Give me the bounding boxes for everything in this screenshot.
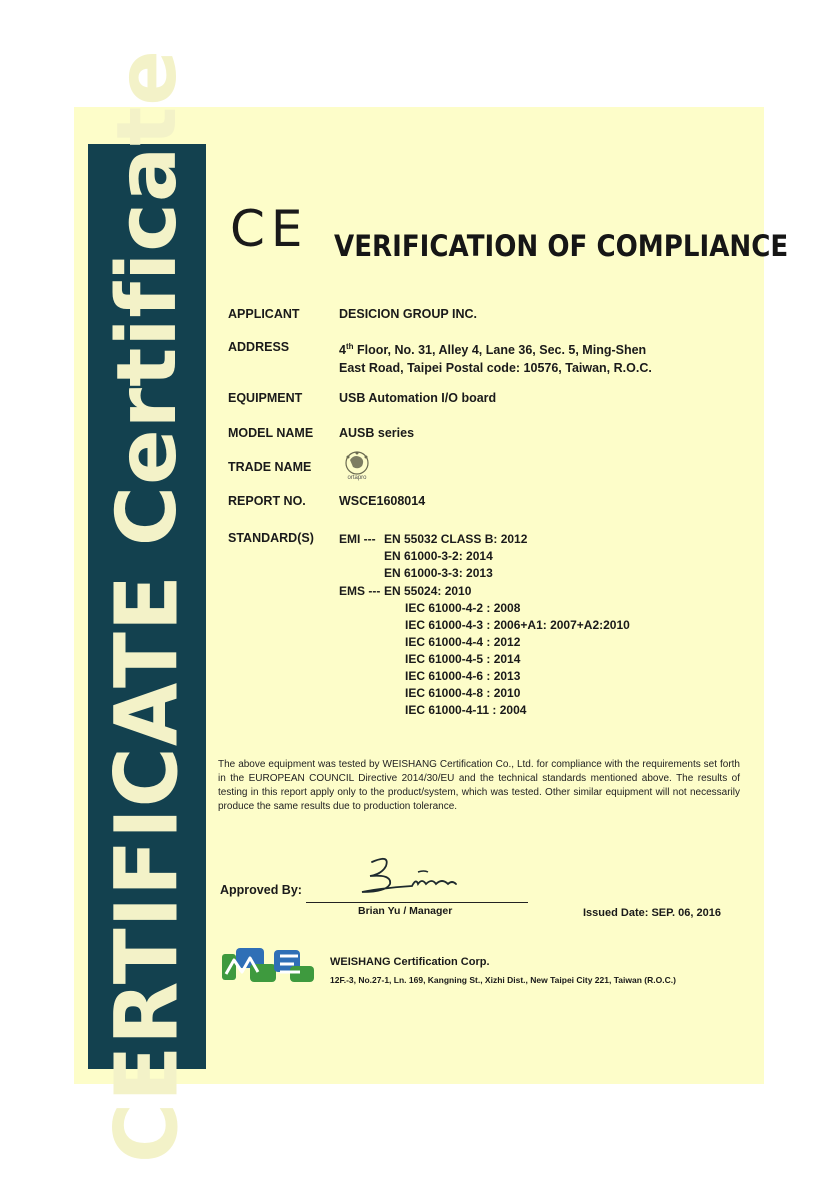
ems-standard: IEC 61000-4-4 : 2012 <box>405 635 521 649</box>
emi-list <box>384 531 527 582</box>
issued-date: Issued Date: SEP. 06, 2016 <box>583 907 721 919</box>
applicant-value: DESICION GROUP INC. <box>339 307 477 321</box>
compliance-statement: The above equipment was tested by WEISHANG Certification Co., Ltd. for compliance with the requirements set forth in the EUROPEAN COUNCIL Directive 2014/30/EU and the technical standards mentioned above. The results of testing in this report apply only to the product/system, which was tested. Other similar equipment will not necessarily produce the same results due to production tolerance. <box>218 759 740 812</box>
signature <box>352 848 472 900</box>
signature-line <box>306 902 528 903</box>
trade-name-logo <box>342 448 372 482</box>
emi-label: EMI --- <box>339 532 376 546</box>
weishang-logo <box>220 946 318 986</box>
ce-mark: CE <box>230 200 309 258</box>
equipment-value: USB Automation I/O board <box>339 391 497 405</box>
address-value <box>339 338 652 377</box>
emi-standard: EN 61000-3-2: 2014 <box>384 549 493 563</box>
banner-text <box>92 49 202 1163</box>
certificate-title: VERIFICATION OF COMPLIANCE <box>334 229 789 263</box>
report-no-label: REPORT NO. <box>228 494 306 508</box>
emi-standard: EN 61000-3-3: 2013 <box>384 566 493 580</box>
emi-standard: EN 55032 CLASS B: 2012 <box>384 532 528 546</box>
model-name-label: MODEL NAME <box>228 426 314 440</box>
ems-label: EMS --- <box>339 584 381 598</box>
ems-standard: IEC 61000-4-8 : 2010 <box>405 686 521 700</box>
approved-by-label: Approved By: <box>220 883 302 897</box>
ems-standard: IEC 61000-4-3 : 2006+A1: 2007+A2:2010 <box>405 618 630 632</box>
ems-list <box>405 600 630 719</box>
applicant-label: APPLICANT <box>228 307 300 321</box>
banner-word-certificate-caps: CERTIFICATE <box>97 574 197 1163</box>
address-line-1: 4th Floor, No. 31, Alley 4, Lane 36, Sec. 5, Ming-Shen <box>339 342 647 358</box>
ems-first-standard: EN 55024: 2010 <box>384 584 472 598</box>
standards-label: STANDARD(S) <box>228 531 314 545</box>
banner-word-certificate: Certificate <box>99 49 195 547</box>
ems-standard: IEC 61000-4-6 : 2013 <box>405 669 521 683</box>
ems-standard: IEC 61000-4-11 : 2004 <box>405 703 527 717</box>
ems-standard: IEC 61000-4-5 : 2014 <box>405 652 521 666</box>
trade-name-label: TRADE NAME <box>228 460 312 474</box>
svg-text:ortapro: ortapro <box>347 475 367 481</box>
model-name-value: AUSB series <box>339 426 415 440</box>
address-line-2: East Road, Taipei Postal code: 10576, Taiwan, R.O.C. <box>339 361 652 376</box>
report-no-value: WSCE1608014 <box>339 494 426 508</box>
signer-name: Brian Yu / Manager <box>358 905 453 917</box>
equipment-label: EQUIPMENT <box>228 391 303 405</box>
issuer-name: WEISHANG Certification Corp. <box>330 956 490 968</box>
address-label: ADDRESS <box>228 340 290 354</box>
ems-standard: IEC 61000-4-2 : 2008 <box>405 601 521 615</box>
issuer-address: 12F.-3, No.27-1, Ln. 169, Kangning St., Xizhi Dist., New Taipei City 221, Taiwan (R.O.C.) <box>330 975 676 985</box>
